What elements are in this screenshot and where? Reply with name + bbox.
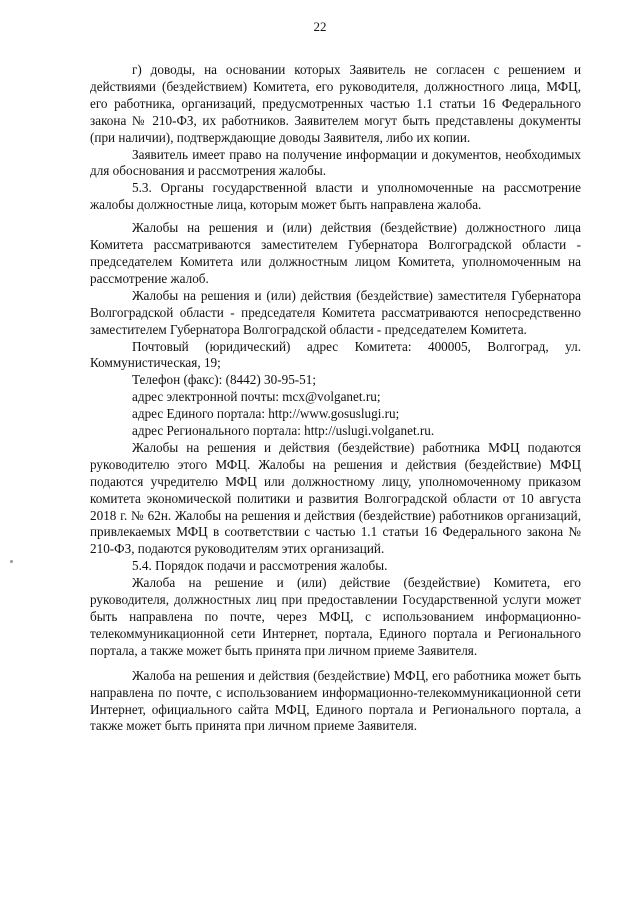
paragraph-section-5-3: 5.3. Органы государственной власти и уполномоченные на рассмотрение жалобы должностные лица, которым может быть направлена жалоба. <box>90 180 581 213</box>
paragraph-right-to-information: Заявитель имеет право на получение информации и документов, необходимых для обоснования и рассмотрения жалобы. <box>90 146 581 179</box>
paragraph-committee-complaint-submission: Жалоба на решение и (или) действие (бездействие) Комитета, его руководителя, должностных лиц при предоставлении Государственной услуги может быть направлена по почте, через МФЦ, с использованием информационно-телекоммуникационной сети Интернет, портала, Единого портала и Регионального портала, а также может быть принята при личном приеме Заявителя. <box>90 575 581 658</box>
paragraph-mfc-complaint-submission: Жалоба на решения и действия (бездействие) МФЦ, его работника может быть направлена по почте, с использованием информационно-телекоммуникационной сети Интернет, официального сайта МФЦ, Единого портала и Регионального портала, а также может быть принята при личном приеме Заявителя. <box>90 667 581 734</box>
paragraph-postal-address: Почтовый (юридический) адрес Комитета: 400005, Волгоград, ул. Коммунистическая, 19; <box>90 338 581 371</box>
paragraph-email-address: адрес электронной почты: mcx@volganet.ru; <box>132 389 381 405</box>
paragraph-unified-portal: адрес Единого портала: http://www.gosuslugi.ru; <box>132 406 400 422</box>
paragraph-section-5-4: 5.4. Порядок подачи и рассмотрения жалобы. <box>132 558 388 574</box>
paragraph-mfc-complaints: Жалобы на решения и действия (бездействие) работника МФЦ подаются руководителю этого МФЦ. Жалобы на решения и действия (бездействие) МФЦ подаются учредителю МФЦ или должностному лицу, уполномоченному приказом комитета экономической политики и развития Волгоградской области от 10 августа 2018 г. № 62н. Жалобы на решения и действия (бездействие) работников организаций, привлекаемых МФЦ в соответствии с частью 1.1 статьи 16 Федерального закона № 210-ФЗ, подаются руководителям этих организаций. <box>90 439 581 557</box>
paragraph-phone-fax: Телефон (факс): (8442) 30-95-51; <box>132 372 317 388</box>
scan-speck <box>10 560 13 563</box>
paragraph-item-g-arguments: г) доводы, на основании которых Заявитель не согласен с решением и действиями (бездействием) Комитета, его руководителя, должностного лица, МФЦ, его работника, организаций, предусмотренных частью 1.1 статьи 16 Федерального закона № 210-ФЗ, их работников. Заявителем могут быть представлены документы (при наличии), подтверждающие доводы Заявителя, либо их копии. <box>90 62 581 145</box>
paragraph-deputy-governor-complaints: Жалобы на решения и (или) действия (бездействие) заместителя Губернатора Волгоградской области - председателя Комитета рассматриваются непосредственно заместителем Губернатора Волгоградской области - председателем Комитета. <box>90 287 581 337</box>
paragraph-regional-portal: адрес Регионального портала: http://uslugi.volganet.ru. <box>132 423 435 439</box>
document-body <box>90 62 581 735</box>
paragraph-committee-official-complaints: Жалобы на решения и (или) действия (бездействие) должностного лица Комитета рассматриваются заместителем Губернатора Волгоградской области - председателем Комитета или должностным лицом Комитета, уполномоченным на рассмотрение жалоб. <box>90 220 581 286</box>
page-number: 22 <box>313 19 327 34</box>
